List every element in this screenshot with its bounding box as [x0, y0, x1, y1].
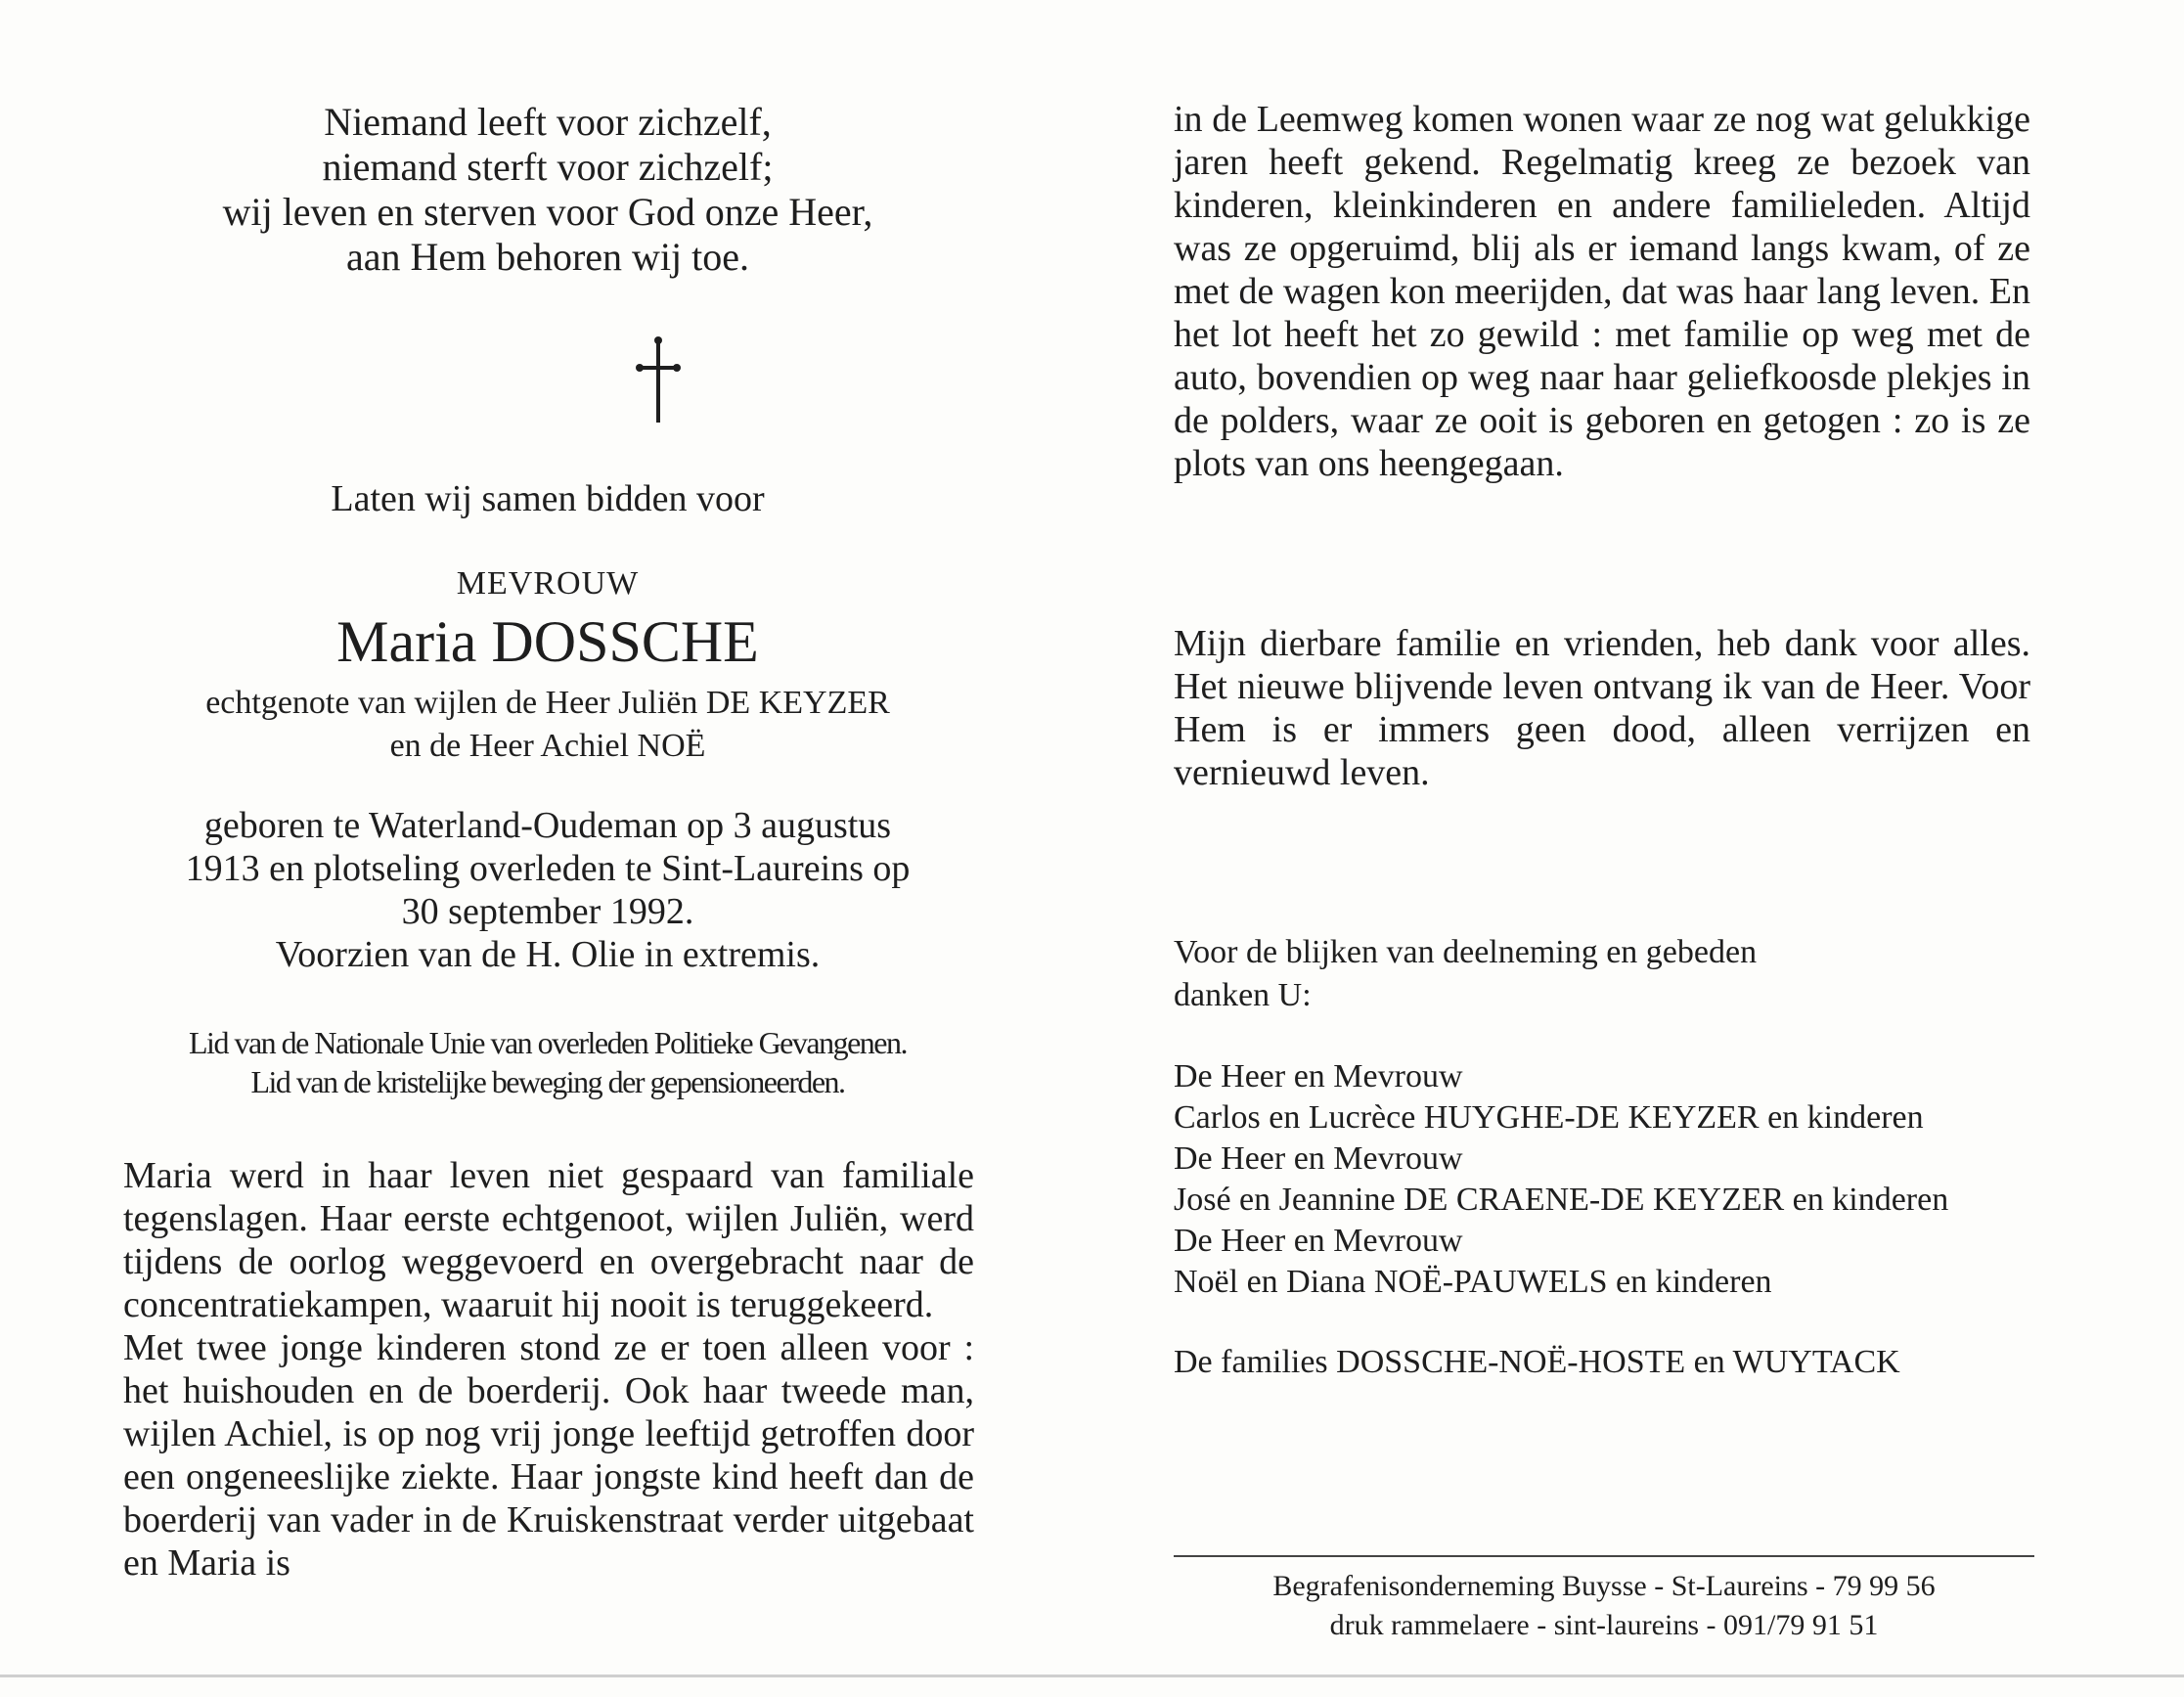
divider [1174, 1555, 2034, 1557]
spouse-line: en de Heer Achiel NOË [389, 728, 706, 764]
spouse-line: echtgenote van wijlen de Heer Juliën DE KEYZER [205, 685, 890, 721]
thanks-paragraph: Mijn dierbare familie en vrienden, heb dank voor alles. Het nieuwe blijvende leven ontvang ik van de Heer. Voor Hem is er immers geen dood, alleen verrijzen en vernieuwd leven. [1174, 623, 2030, 793]
family-line: De Heer en Mevrouw [1174, 1140, 1463, 1177]
family-line: De Heer en Mevrouw [1174, 1223, 1463, 1259]
family-line: De Heer en Mevrouw [1174, 1058, 1463, 1094]
family-list [1174, 1056, 1948, 1303]
membership-line: Lid van de Nationale Unie van overleden Politieke Gevangenen. [189, 1025, 907, 1060]
footer-line: druk rammelaere - sint-laureins - 091/79 91 51 [1329, 1609, 1879, 1641]
birth-line: 1913 en plotseling overleden te Sint-Laureins op [185, 848, 911, 889]
bio-paragraph: Maria werd in haar leven niet gespaard van familiale tegenslagen. Haar eerste echtgenoot, wijlen Juliën, werd tijdens de oorlog weggevoerd en overgebracht naar de concentratiekampen, waaruit hij nooit is teruggekeerd. [123, 1155, 974, 1325]
poem-line: niemand sterft voor zichzelf; [322, 145, 774, 189]
extended-families: De families DOSSCHE-NOË-HOSTE en WUYTACK [1174, 1344, 1900, 1380]
poem-line: wij leven en sterven voor God onze Heer, [222, 190, 873, 234]
membership-info [117, 1023, 978, 1101]
birth-line: 30 september 1992. [401, 891, 694, 932]
family-line: Noël en Diana NOË-PAUWELS en kinderen [1174, 1264, 1772, 1300]
poem-line: aan Hem behoren wij toe. [345, 235, 750, 279]
biography [123, 1154, 974, 1585]
birth-line: Voorzien van de H. Olie in extremis. [275, 934, 821, 975]
continuation-paragraph: in de Leemweg komen wonen waar ze nog wat gelukkige jaren heeft gekend. Regelmatig kreeg ze bezoek van kinderen, kleinkinderen en andere familieleden. Altijd was ze opgeruimd, blij als er iemand langs kwam, of ze met de wagen kon meerijden, dat was haar lang leven. En het lot heeft het zo gewild : met familie op weg met de auto, bovendien op weg naar haar geliefkoosde plekjes in de polders, waar ze ooit is geboren en getogen : zo is ze plots van ons heengegaan. [1174, 99, 2030, 484]
poem [117, 100, 978, 280]
cross-icon [634, 340, 683, 423]
birth-line: geboren te Waterland-Oudeman op 3 augustus [203, 805, 892, 846]
birth-death-info [117, 804, 978, 976]
family-line: Carlos en Lucrèce HUYGHE-DE KEYZER en kinderen [1174, 1099, 1924, 1136]
gratitude-line: danken U: [1174, 977, 1312, 1013]
biography-continuation [1174, 98, 2030, 485]
printer-footer [1174, 1567, 2034, 1645]
farewell-message [1174, 622, 2030, 794]
spouse-info [117, 682, 978, 768]
footer-line: Begrafenisonderneming Buysse - St-Laureins - 79 99 56 [1272, 1570, 1936, 1602]
deceased-name: Maria DOSSCHE [336, 609, 759, 674]
gratitude-note [1174, 931, 1757, 1017]
bio-paragraph: Met twee jonge kinderen stond ze er toen alleen voor : het huishouden en de boerderij. Ook haar tweede man, wijlen Achiel, is op nog vrij jonge leeftijd getroffen door een ongeneeslijke ziekte. Haar jongste kind heeft dan de boerderij van vader in de Kruiskenstraat verder uitgebaat en Maria is [123, 1327, 974, 1584]
membership-line: Lid van de kristelijke beweging der gepensioneerden. [250, 1064, 845, 1099]
family-line: José en Jeannine DE CRAENE-DE KEYZER en kinderen [1174, 1182, 1949, 1218]
card-edge [0, 1675, 2184, 1677]
poem-line: Niemand leeft voor zichzelf, [324, 100, 772, 144]
prayer-intro: Laten wij samen bidden voor [331, 478, 765, 519]
honorific-title: MEVROUW [456, 565, 640, 602]
gratitude-line: Voor de blijken van deelneming en gebeden [1174, 934, 1758, 970]
